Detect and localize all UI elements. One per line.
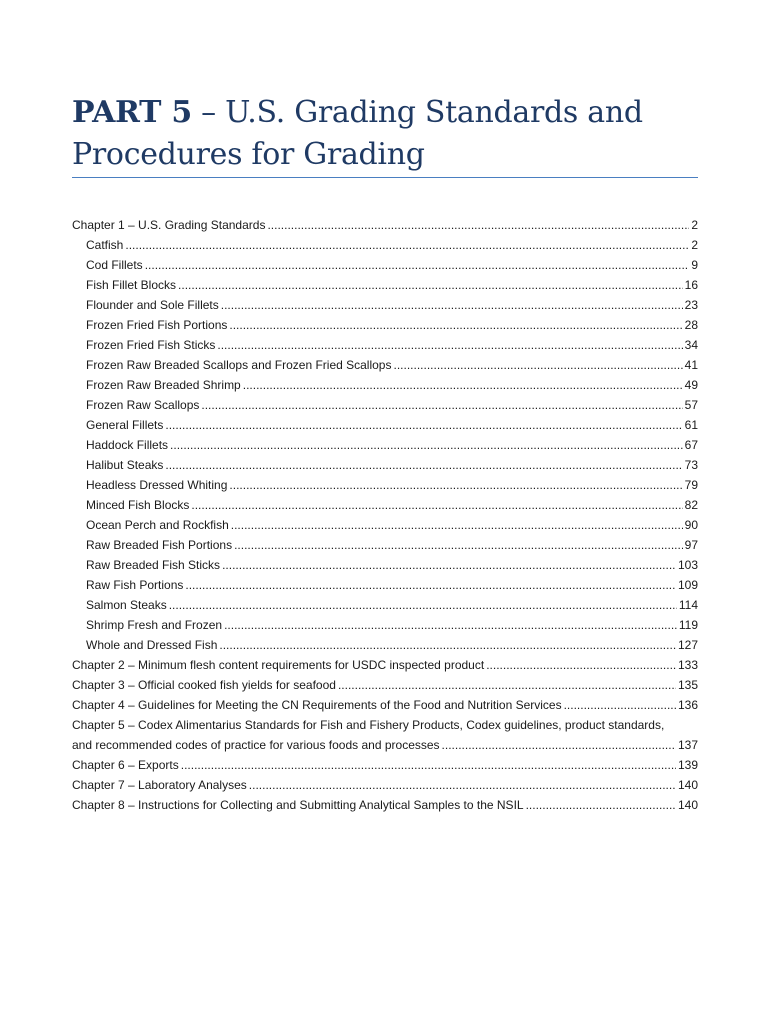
toc-entry-title: Frozen Fried Fish Portions	[86, 318, 228, 332]
toc-entry-section[interactable]	[72, 595, 698, 615]
toc-dot-leader	[185, 575, 676, 595]
toc-dot-leader	[393, 355, 682, 375]
toc-dot-leader	[338, 675, 676, 695]
toc-entry-title: Halibut Steaks	[86, 458, 164, 472]
heading-title-line2: Procedures for Grading	[72, 137, 425, 172]
toc-entry-section[interactable]	[72, 535, 698, 555]
toc-dot-leader	[249, 775, 676, 795]
toc-page-number: 127	[677, 638, 698, 652]
toc-entry-title: Raw Breaded Fish Sticks	[86, 558, 221, 572]
toc-dot-leader	[224, 615, 677, 635]
toc-entry-section[interactable]	[72, 355, 698, 375]
toc-page-number: 57	[684, 398, 698, 412]
toc-entry-title-line2: and recommended codes of practice for various foods and processes	[72, 738, 440, 752]
toc-page-number: 97	[684, 538, 698, 552]
toc-entry-section[interactable]	[72, 615, 698, 635]
toc-dot-leader	[231, 515, 683, 535]
toc-entry-chapter-8[interactable]	[72, 795, 698, 815]
toc-entry-title: Chapter 2 – Minimum flesh content requirements for USDC inspected product	[72, 658, 485, 672]
toc-entry-chapter-4[interactable]	[72, 695, 698, 715]
toc-entry-chapter-2[interactable]	[72, 655, 698, 675]
toc-page-number: 119	[678, 618, 698, 632]
toc-page-number: 114	[678, 598, 698, 612]
page-heading	[72, 92, 698, 176]
toc-entry-title: Haddock Fillets	[86, 438, 169, 452]
toc-entry-title: Chapter 7 – Laboratory Analyses	[72, 778, 247, 792]
toc-entry-title: Minced Fish Blocks	[86, 498, 190, 512]
toc-entry-title: Ocean Perch and Rockfish	[86, 518, 229, 532]
toc-entry-section[interactable]	[72, 395, 698, 415]
toc-page-number: 34	[684, 338, 698, 352]
toc-entry-section[interactable]	[72, 295, 698, 315]
toc-page-number: 2	[691, 218, 698, 232]
toc-page-number: 61	[684, 418, 698, 432]
toc-entry-title: Chapter 6 – Exports	[72, 758, 179, 772]
toc-entry-title: Catfish	[86, 238, 124, 252]
toc-dot-leader	[229, 475, 682, 495]
table-of-contents	[72, 215, 698, 815]
toc-entry-title: Chapter 3 – Official cooked fish yields for seafood	[72, 678, 336, 692]
toc-entry-chapter-5[interactable]	[72, 715, 698, 755]
toc-entry-title: Whole and Dressed Fish	[86, 638, 218, 652]
toc-dot-leader	[170, 435, 683, 455]
toc-entry-section[interactable]	[72, 475, 698, 495]
toc-entry-section[interactable]	[72, 435, 698, 455]
toc-entry-title: Fish Fillet Blocks	[86, 278, 177, 292]
toc-dot-leader	[221, 295, 683, 315]
toc-dot-leader	[222, 555, 676, 575]
toc-entry-chapter-1[interactable]	[72, 215, 698, 235]
toc-entry-title: General Fillets	[86, 418, 164, 432]
toc-dot-leader	[165, 415, 682, 435]
toc-entry-section[interactable]	[72, 635, 698, 655]
heading-part-label: PART 5	[72, 95, 192, 130]
toc-page-number: 73	[684, 458, 698, 472]
toc-entry-title: Chapter 8 – Instructions for Collecting and Submitting Analytical Samples to the NSIL	[72, 798, 524, 812]
toc-entry-title: Chapter 1 – U.S. Grading Standards	[72, 218, 266, 232]
toc-entry-title: Flounder and Sole Fillets	[86, 298, 219, 312]
toc-page-number: 135	[677, 678, 698, 692]
toc-dot-leader	[178, 275, 683, 295]
toc-entry-title: Cod Fillets	[86, 258, 143, 272]
toc-dot-leader	[486, 655, 676, 675]
toc-page-number: 140	[677, 778, 698, 792]
toc-page-number: 67	[684, 438, 698, 452]
toc-entry-section[interactable]	[72, 315, 698, 335]
toc-page-number: 139	[677, 758, 698, 772]
toc-entry-section[interactable]	[72, 555, 698, 575]
toc-page-number: 2	[691, 238, 698, 252]
toc-entry-title: Shrimp Fresh and Frozen	[86, 618, 223, 632]
toc-entry-title: Frozen Raw Scallops	[86, 398, 200, 412]
toc-entry-section[interactable]	[72, 495, 698, 515]
toc-page-number: 9	[691, 258, 698, 272]
toc-entry-section[interactable]	[72, 455, 698, 475]
toc-page-number: 103	[677, 558, 698, 572]
toc-entry-chapter-3[interactable]	[72, 675, 698, 695]
toc-page-number: 137	[677, 738, 698, 752]
toc-dot-leader	[201, 395, 682, 415]
toc-dot-leader	[125, 235, 689, 255]
toc-entry-title-line1: Chapter 5 – Codex Alimentarius Standards for Fish and Fishery Products, Codex guidelines, product standards,	[72, 718, 665, 732]
toc-page-number: 82	[684, 498, 698, 512]
toc-entry-section[interactable]	[72, 255, 698, 275]
toc-entry-title: Chapter 4 – Guidelines for Meeting the CN Requirements of the Food and Nutrition Services	[72, 698, 562, 712]
toc-dot-leader	[165, 455, 682, 475]
toc-entry-chapter-6[interactable]	[72, 755, 698, 775]
toc-page-number: 133	[677, 658, 698, 672]
toc-dot-leader	[267, 215, 689, 235]
toc-entry-chapter-7[interactable]	[72, 775, 698, 795]
toc-dot-leader	[181, 755, 676, 775]
toc-page-number: 16	[684, 278, 698, 292]
toc-entry-section[interactable]	[72, 415, 698, 435]
toc-entry-section[interactable]	[72, 335, 698, 355]
toc-dot-leader	[191, 495, 682, 515]
toc-entry-continuation	[72, 735, 698, 755]
toc-dot-leader	[442, 735, 676, 755]
toc-entry-title: Frozen Fried Fish Sticks	[86, 338, 216, 352]
toc-page-number: 28	[684, 318, 698, 332]
toc-dot-leader	[169, 595, 677, 615]
toc-page-number: 109	[677, 578, 698, 592]
toc-entry-section[interactable]	[72, 375, 698, 395]
toc-entry-section[interactable]	[72, 515, 698, 535]
toc-dot-leader	[234, 535, 683, 555]
toc-dot-leader	[145, 255, 690, 275]
toc-entry-title: Headless Dressed Whiting	[86, 478, 228, 492]
toc-entry-title: Frozen Raw Breaded Shrimp	[86, 378, 241, 392]
toc-page-number: 23	[684, 298, 698, 312]
toc-entry-title: Salmon Steaks	[86, 598, 167, 612]
toc-dot-leader	[217, 335, 682, 355]
toc-page-number: 49	[684, 378, 698, 392]
toc-dot-leader	[526, 795, 676, 815]
toc-page-number: 140	[677, 798, 698, 812]
heading-title-line1: – U.S. Grading Standards and	[191, 95, 643, 130]
heading-divider	[72, 177, 698, 178]
toc-dot-leader	[564, 695, 676, 715]
toc-entry-title: Frozen Raw Breaded Scallops and Frozen Fried Scallops	[86, 358, 392, 372]
toc-dot-leader	[229, 315, 682, 335]
toc-entry-title: Raw Breaded Fish Portions	[86, 538, 233, 552]
toc-page-number: 79	[684, 478, 698, 492]
toc-entry-section[interactable]	[72, 275, 698, 295]
toc-entry-section[interactable]	[72, 235, 698, 255]
toc-page-number: 41	[684, 358, 698, 372]
toc-dot-leader	[243, 375, 683, 395]
toc-dot-leader	[219, 635, 676, 655]
toc-page-number: 90	[684, 518, 698, 532]
toc-entry-section[interactable]	[72, 575, 698, 595]
toc-entry-title: Raw Fish Portions	[86, 578, 184, 592]
toc-page-number: 136	[677, 698, 698, 712]
